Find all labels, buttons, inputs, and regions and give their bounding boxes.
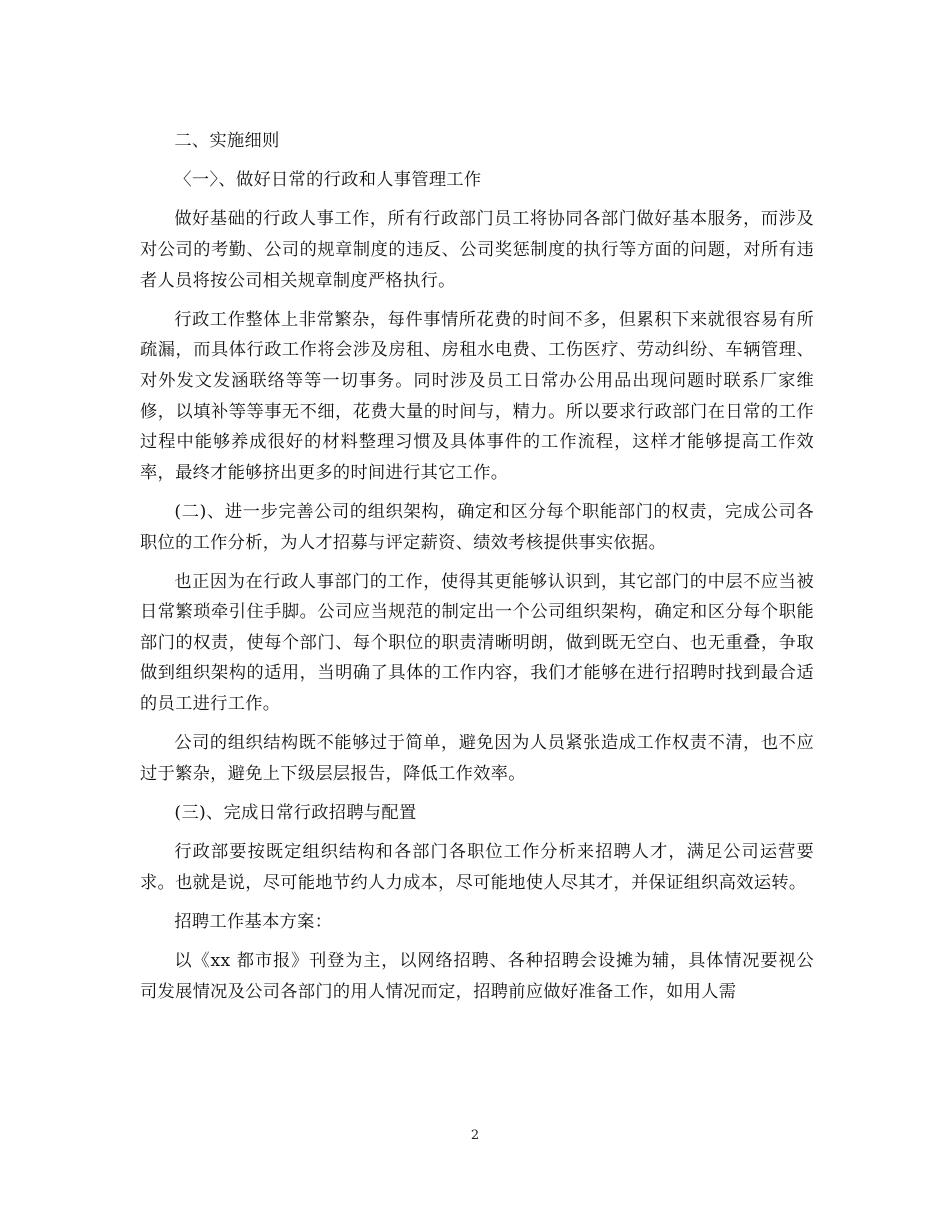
page-number: 2 — [470, 1128, 480, 1143]
recruitment-plan-heading: 招聘工作基本方案： — [174, 912, 333, 932]
subsection-heading-2: (二)、进一步完善公司的组织架构，确定和区分每个职能部门的权责，完成公司各职位的工作分析，为人才招募与评定薪资、绩效考核提供事实依据。 — [140, 501, 814, 553]
body-paragraph-4: 公司的组织结构既不能够过于简单，避免因为人员紧张造成工作权责不清，也不应过于繁杂，避免上下级层层报告，降低工作效率。 — [140, 733, 814, 784]
body-paragraph-6: 以《xx 都市报》刊登为主，以网络招聘、各种招聘会设摊为辅，具体情况要视公司发展情况及公司各部门的用人情况而定，招聘前应做好准备工作，如用人需 — [140, 951, 814, 1002]
subsection-heading-1: 〈一〉、做好日常的行政和人事管理工作 — [174, 170, 482, 191]
document-body — [140, 126, 814, 1007]
body-paragraph-3: 也正因为在行政人事部门的工作，使得其更能够认识到，其它部门的中层不应当被日常繁琐牵引住手脚。公司应当规范的制定出一个公司组织架构，确定和区分每个职能部门的权责，使每个部门、每个职位的职责清晰明朗，做到既无空白、也无重叠，争取做到组织架构的适用，当明确了具体的工作内容，我们才能够在进行招聘时找到最合适的员工进行工作。 — [140, 571, 814, 715]
section-heading-implementation: 二、实施细则 — [174, 131, 280, 151]
subsection-heading-3: (三)、完成日常行政招聘与配置 — [174, 803, 417, 824]
body-paragraph-1: 做好基础的行政人事工作，所有行政部门员工将协同各部门做好基本服务，而涉及对公司的考勤、公司的规章制度的违反、公司奖惩制度的执行等方面的问题，对所有违者人员将按公司相关规章制度严格执行。 — [140, 209, 814, 291]
body-paragraph-5: 行政部要按既定组织结构和各部门各职位工作分析来招聘人才，满足公司运营要求。也就是说，尽可能地节约人力成本，尽可能地使人尽其才，并保证组织高效运转。 — [140, 842, 814, 893]
body-paragraph-2: 行政工作整体上非常繁杂，每件事情所花费的时间不多，但累积下来就很容易有所疏漏，而具体行政工作将会涉及房租、房租水电费、工伤医疗、劳动纠纷、车辆管理、对外发文发涵联络等等一切事务。同时涉及员工日常办公用品出现问题时联系厂家维修，以填补等等事无不细，花费大量的时间与，精力。所以要求行政部门在日常的工作过程中能够养成很好的材料整理习惯及具体事件的工作流程，这样才能够提高工作效率，最终才能够挤出更多的时间进行其它工作。 — [140, 309, 814, 483]
